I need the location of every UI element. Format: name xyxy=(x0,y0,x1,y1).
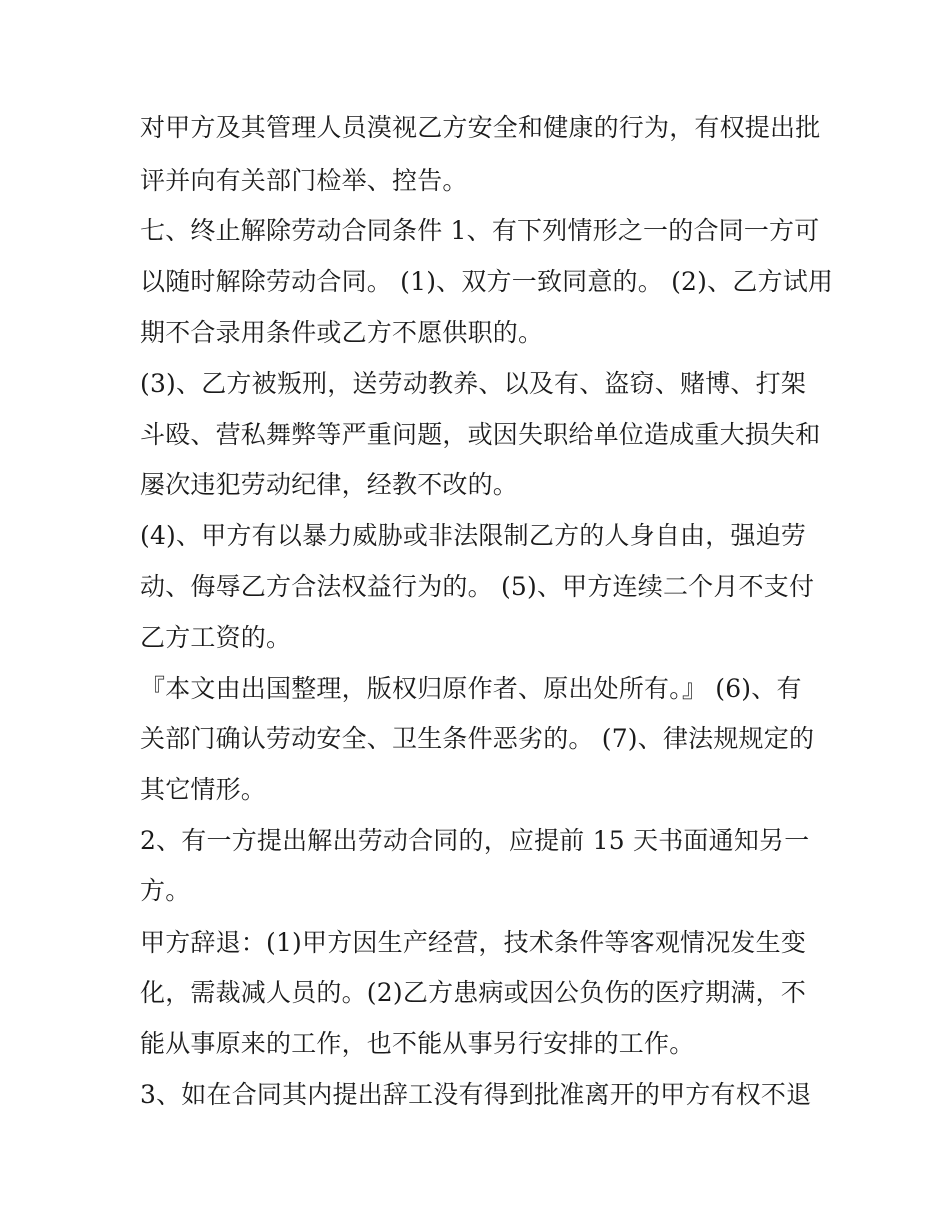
text-line: 对甲方及其管理人员漠视乙方安全和健康的行为，有权提出批 xyxy=(140,113,821,142)
text-line: 屡次违犯劳动纪律，经教不改的。 xyxy=(140,470,519,499)
text-line: 其它情形。 xyxy=(140,775,267,804)
text-line: 方。 xyxy=(140,876,191,905)
text-line: 3、如在合同其内提出辞工没有得到批准离开的甲方有权不退 xyxy=(140,1080,812,1109)
text-line: 关部门确认劳动安全、卫生条件恶劣的。 (7)、律法规规定的 xyxy=(140,724,815,753)
text-line: 2、有一方提出解出劳动合同的，应提前 15 天书面通知另一 xyxy=(140,826,810,855)
text-line: 以随时解除劳动合同。 (1)、双方一致同意的。 (2)、乙方试用 xyxy=(140,267,834,296)
text-line: 评并向有关部门检举、控告。 xyxy=(140,166,468,195)
text-line: 期不合录用条件或乙方不愿供职的。 xyxy=(140,318,544,347)
text-line: 能从事原来的工作，也不能从事另行安排的工作。 xyxy=(140,1029,695,1058)
text-line: 动、侮辱乙方合法权益行为的。 (5)、甲方连续二个月不支付 xyxy=(140,572,815,601)
text-line: 乙方工资的。 xyxy=(140,623,292,652)
text-line: 七、终止解除劳动合同条件 1、有下列情形之一的合同一方可 xyxy=(140,216,820,245)
text-line: 甲方辞退：(1)甲方因生产经营，技术条件等客观情况发生变 xyxy=(140,928,807,957)
text-line: (3)、乙方被叛刑，送劳动教养、以及有、盗窃、赌博、打架 xyxy=(140,369,807,398)
text-line: 斗殴、营私舞弊等严重问题，或因失职给单位造成重大损失和 xyxy=(140,420,821,449)
text-line: (4)、甲方有以暴力威胁或非法限制乙方的人身自由，强迫劳 xyxy=(140,521,807,550)
text-line: 化，需裁减人员的。(2)乙方患病或因公负伤的医疗期满，不 xyxy=(140,978,807,1007)
text-line: 『本文由出国整理，版权归原作者、原出处所有。』 (6)、有 xyxy=(140,674,802,703)
